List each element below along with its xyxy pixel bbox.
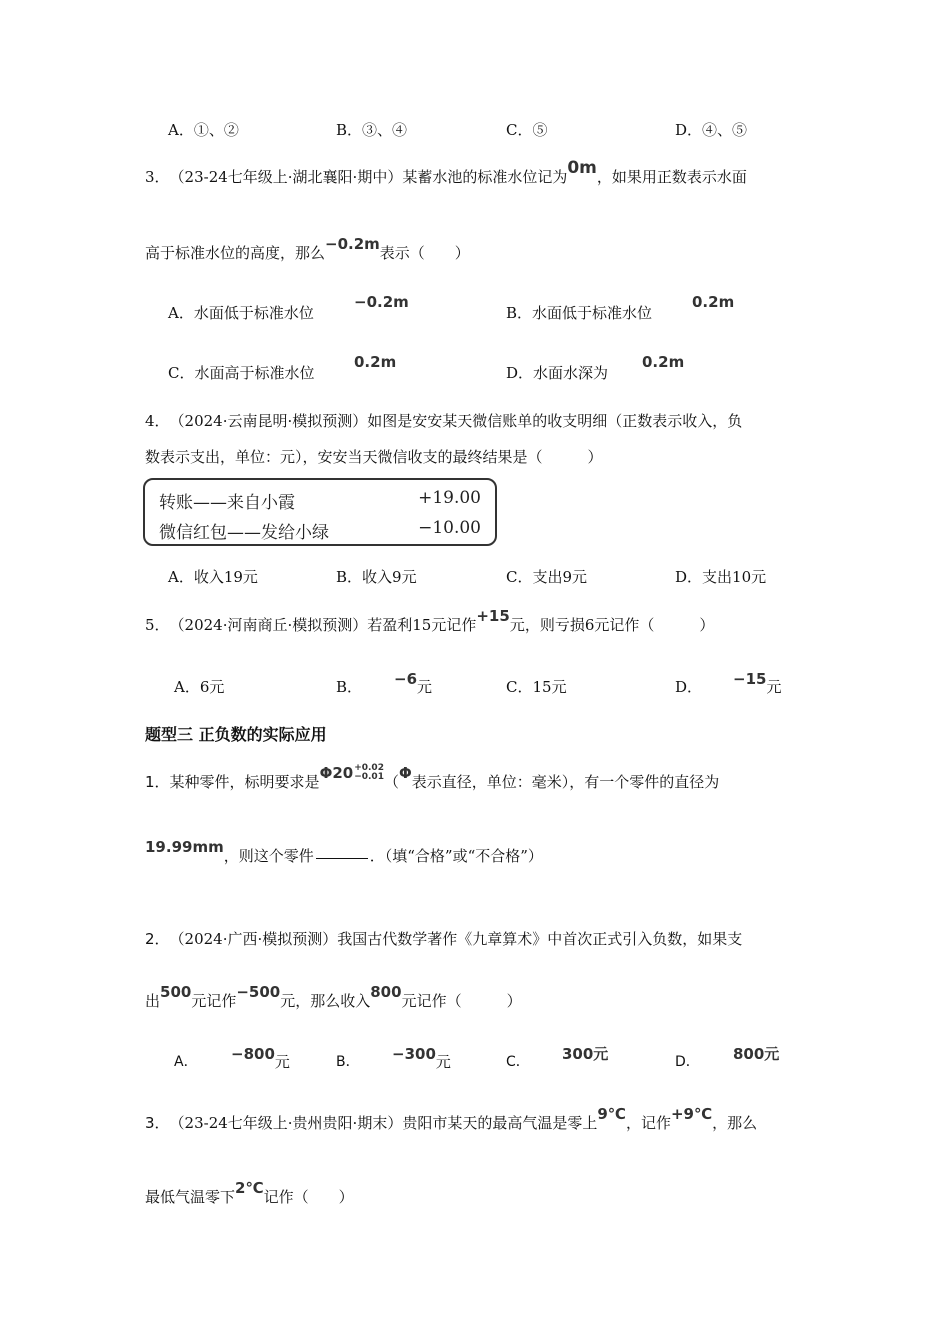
q5-option-b-math: −6: [394, 670, 418, 688]
p3-text4: 最低气温零下: [145, 1188, 236, 1206]
q3-option-c-math: 0.2m: [354, 353, 397, 371]
p2-math-800: 800: [370, 983, 402, 1001]
q3-option-a-math: −0.2m: [354, 293, 409, 311]
p2-option-b-unit: 元: [435, 1053, 451, 1071]
bill-row-1-amount: +19.00: [418, 488, 481, 508]
p3-text3: ，那么: [712, 1114, 758, 1132]
p2-text1: 我国古代数学著作《九章算术》中首次正式引入负数，如果支: [337, 930, 743, 948]
q3-text3: 高于标准水位的高度，那么: [145, 244, 326, 262]
q5-option-b-value: [394, 668, 433, 696]
q3-option-d-text: D．水面水深为: [506, 364, 609, 382]
q2-option-c: C．⑤: [506, 121, 548, 139]
q5-source: （2024·河南商丘·模拟预测）: [169, 616, 368, 634]
p1-line1: [145, 763, 720, 792]
q5-option-a: A．6元: [174, 678, 225, 696]
p1-math-tolerance: [320, 764, 384, 782]
p3-math-9c: 9℃: [597, 1105, 626, 1123]
q3-source: （23-24七年级上·湖北襄阳·期中）: [169, 168, 403, 186]
q3-option-b-math: 0.2m: [692, 293, 735, 311]
q5-option-c: C．15元: [506, 678, 567, 696]
q5-option-d-value: [733, 668, 782, 696]
q5-option-b-label: B．: [336, 678, 363, 696]
q5-math-plus-15: +15: [476, 607, 510, 625]
q4-option-c: C．支出9元: [506, 568, 588, 586]
q4-line1: [145, 410, 742, 431]
q3-option-c-text: C．水面高于标准水位: [168, 364, 315, 382]
q5-option-d-label: D．: [675, 678, 703, 696]
q3-math-minus-0-2m: −0.2m: [325, 235, 380, 253]
q5-line: [145, 607, 715, 635]
p1-text1: 某种零件，标明要求是: [169, 773, 320, 791]
q5-text2: 元，则亏损6元记作（ ）: [509, 616, 715, 634]
wechat-bill-box: [143, 478, 497, 546]
p3-line2: [145, 1179, 354, 1207]
p2-math-minus-500: −500: [236, 983, 281, 1001]
p3-line1: [145, 1105, 758, 1133]
q4-line2: 数表示支出，单位：元），安安当天微信收支的最终结果是（ ）: [145, 448, 603, 466]
q4-text1: 如图是安安某天微信账单的收支明细（正数表示收入，负: [367, 412, 743, 430]
section-title: 题型三 正负数的实际应用: [145, 725, 327, 744]
p1-tolerance-stack: [354, 764, 384, 782]
p1-tol-lower: −0.01: [354, 772, 384, 782]
p2-t3: 元，那么收入: [280, 992, 371, 1010]
p1-text2: （: [383, 773, 399, 791]
q4-option-d: D．支出10元: [675, 568, 767, 586]
q5-text1: 若盈利15元记作: [367, 616, 477, 634]
q2-option-d: D．④、⑤: [675, 121, 748, 139]
p2-math-500: 500: [160, 983, 192, 1001]
p2-option-d-label: D．: [675, 1054, 700, 1070]
q5-option-d-unit: 元: [766, 678, 782, 696]
p1-math-19-99mm: 19.99mm: [145, 838, 224, 856]
q3-math-0m: 0m: [567, 158, 597, 178]
p2-t4: 元记作（ ）: [401, 992, 522, 1010]
q3-number: 3．: [145, 168, 170, 186]
p2-option-c-math: 300元: [562, 1045, 609, 1063]
p2-number: 2．: [145, 930, 170, 948]
p2-option-c-label: C．: [506, 1054, 530, 1070]
q3-text2: ，如果用正数表示水面: [596, 168, 747, 186]
q3-line2: [145, 235, 470, 263]
p1-tol-upper: +0.02: [354, 763, 384, 773]
p2-t2: 元记作: [191, 992, 237, 1010]
p2-option-a-unit: 元: [274, 1053, 290, 1071]
q3-text4: 表示（ ）: [379, 244, 470, 262]
q4-source: （2024·云南昆明·模拟预测）: [169, 412, 368, 430]
bill-row-2-amount: −10.00: [418, 518, 481, 538]
p1-answer-blank[interactable]: [316, 858, 368, 859]
q4-number: 4．: [145, 412, 170, 430]
p2-line1: [145, 928, 742, 949]
p2-option-a-value: [231, 1043, 290, 1071]
q5-number: 5．: [145, 616, 170, 634]
p1-line2: [145, 838, 543, 866]
p2-option-b-math: −300: [392, 1045, 436, 1063]
q5-option-b-unit: 元: [417, 678, 433, 696]
p2-option-a-math: −800: [231, 1045, 275, 1063]
q4-option-a: A．收入19元: [168, 568, 258, 586]
q3-text1: 某蓄水池的标准水位记为: [402, 168, 568, 186]
p2-option-b-value: [392, 1043, 451, 1071]
p3-text2: ，记作: [625, 1114, 671, 1132]
p3-text1: 贵阳市某天的最高气温是零上: [402, 1114, 598, 1132]
p1-number: 1．: [145, 773, 170, 791]
q2-option-b: B．③、④: [336, 121, 408, 139]
q4-option-b: B．收入9元: [336, 568, 417, 586]
p1-text3: 表示直径，单位：毫米），有一个零件的直径为: [411, 773, 720, 791]
p2-source: （2024·广西·模拟预测）: [169, 930, 338, 948]
p2-option-b-label: B．: [336, 1054, 360, 1070]
q3-option-d-math: 0.2m: [642, 353, 685, 371]
q3-line1: [145, 158, 747, 187]
p3-number: 3．: [145, 1114, 170, 1132]
p2-line2: [145, 983, 522, 1011]
q3-option-a-text: A．水面低于标准水位: [168, 304, 314, 322]
q2-option-a: A．①、②: [168, 121, 239, 139]
p3-math-plus-9c: +9℃: [670, 1105, 713, 1123]
p3-math-2c: 2℃: [235, 1179, 264, 1197]
p1-text4: ，则这个零件: [223, 847, 314, 865]
p1-text5: ．（填“合格”或“不合格”）: [369, 847, 543, 865]
p3-source: （23-24七年级上·贵州贵阳·期末）: [169, 1114, 403, 1132]
q5-option-d-math: −15: [733, 670, 767, 688]
q3-option-b-text: B．水面低于标准水位: [506, 304, 653, 322]
p2-option-d-math: 800元: [733, 1045, 780, 1063]
p2-t1: 出: [145, 992, 161, 1010]
bill-row-1-label: 转账——来自小霞: [159, 493, 295, 513]
bill-row-2-label: 微信红包——发给小绿: [159, 523, 329, 543]
p2-option-a-label: A．: [174, 1054, 198, 1070]
p1-math-phi: Φ: [398, 764, 412, 782]
p1-math-phi20: Φ20: [319, 764, 354, 782]
p3-text5: 记作（ ）: [263, 1188, 354, 1206]
